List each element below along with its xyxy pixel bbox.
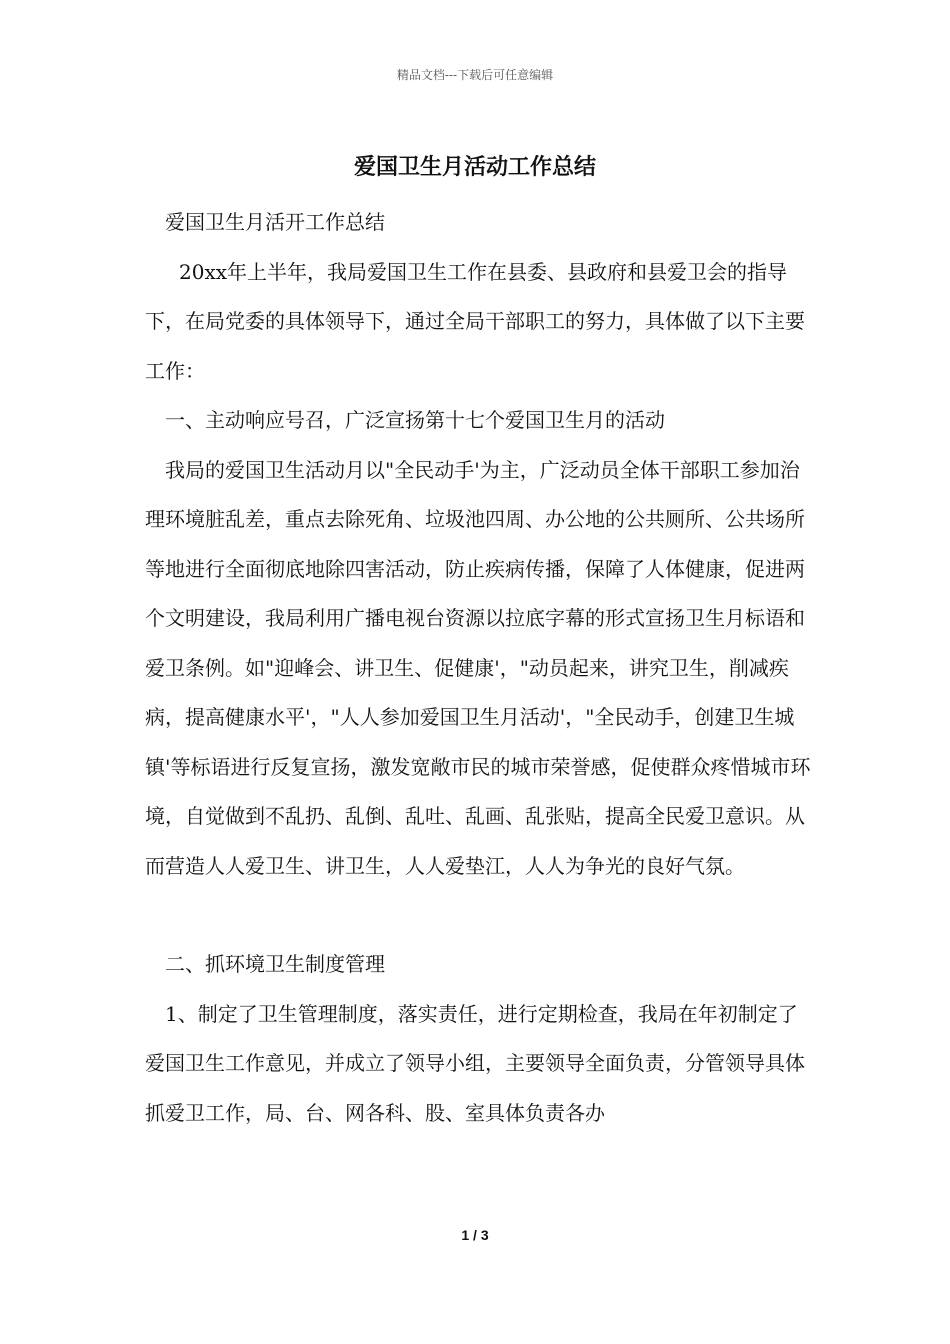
paragraph-subtitle: 爱国卫生月活开工作总结 xyxy=(165,210,385,234)
section-heading-2: 二、抓环境卫生制度管理 xyxy=(165,952,385,976)
page-number: 1 / 3 xyxy=(461,1227,489,1243)
document-title: 爱国卫生月活动工作总结 xyxy=(353,154,596,180)
page-header: 精品文档---下载后可任意编辑 xyxy=(396,68,554,82)
paragraph-section-2: 1、制定了卫生管理制度，落实责任，进行定期检查，我局在年初制定了爱国卫生工作意见，并成立了领导小组，主要领导全面负责，分管领导具体抓爱卫工作，局、台、网各科、股、室具体负责各办 xyxy=(145,1001,805,1125)
paragraph-intro: 20xx年上半年，我局爱国卫生工作在县委、县政府和县爱卫会的指导下，在局党委的具体领导下，通过全局干部职工的努力，具体做了以下主要工作： xyxy=(145,259,805,383)
document-body xyxy=(145,198,815,1138)
paragraph-section-1: 我局的爱国卫生活动月以"全民动手'为主，广泛动员全体干部职工参加治理环境脏乱差，重点去除死角、垃圾池四周、办公地的公共厕所、公共场所等地进行全面彻底地除四害活动，防止疾病传播，保障了人体健康，促进两个文明建设，我局利用广播电视台资源以拉底字幕的形式宣扬卫生月标语和爱卫条例。如"迎峰会、讲卫生、促健康'，"动员起来，讲究卫生，削减疾病，提高健康水平'，"人人参加爱国卫生月活动'，"全民动手，创建卫生城镇'等标语进行反复宣扬，激发宽敞市民的城市荣誉感，促使群众疼惜城市环境，自觉做到不乱扔、乱倒、乱吐、乱画、乱张贴，提高全民爱卫意识。从而营造人人爱卫生、讲卫生，人人爱垫江，人人为争光的良好气氛。 xyxy=(145,457,811,878)
section-heading-1: 一、主动响应号召，广泛宣扬第十七个爱国卫生月的活动 xyxy=(165,408,665,432)
